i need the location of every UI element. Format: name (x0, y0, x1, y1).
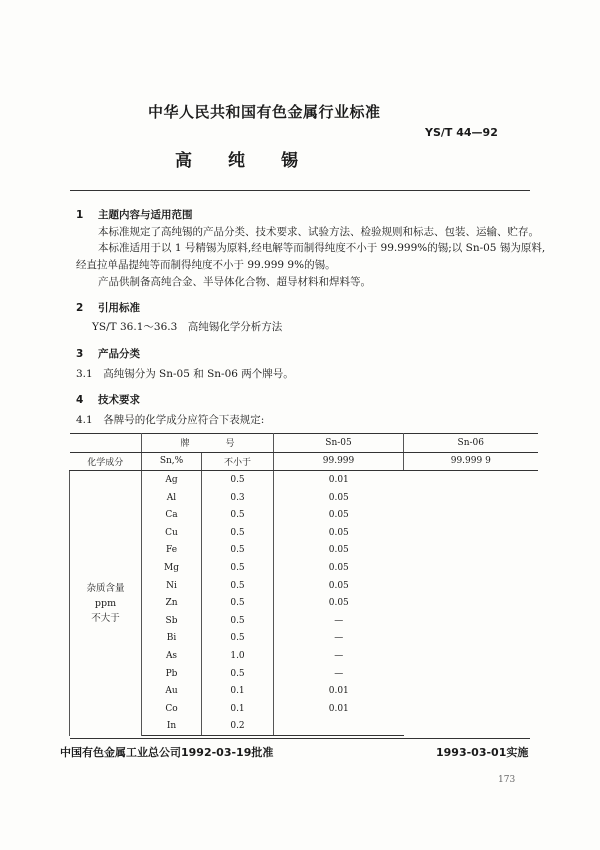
sn05-value: 0.5 (202, 542, 274, 560)
tin-purity-row (70, 452, 538, 471)
element-cell: In (142, 718, 202, 736)
sn05-value: 0.1 (202, 700, 274, 718)
standard-code: YS/T 44—92 (425, 126, 498, 139)
sn06-value: 0.05 (274, 542, 404, 560)
section-1-para-2a: 本标准适用于以 1 号精锡为原料,经电解等而制得纯度不小于 99.999%的锡;以 Sn-05 锡为原料, (98, 242, 546, 254)
sn06-value: 0.01 (274, 471, 404, 489)
sn06-value: 0.05 (274, 506, 404, 524)
section-4-1-text: 4.1 各牌号的化学成分应符合下表规定: (76, 414, 265, 426)
sn05-value: 1.0 (202, 647, 274, 665)
section-1-heading: 1 主题内容与适用范围 (76, 209, 193, 221)
title-rule (70, 190, 530, 191)
category-cell: 化学成分 (70, 452, 142, 471)
grade-sn05: Sn-05 (274, 434, 404, 453)
sn06-value: 0.05 (274, 577, 404, 595)
section-4-heading: 4 技术要求 (76, 394, 140, 406)
sn06-value: 0.05 (274, 524, 404, 542)
sn05-value: 0.5 (202, 577, 274, 595)
element-cell: Mg (142, 559, 202, 577)
tin-label: Sn,% (142, 452, 202, 471)
impurity-label-cell (70, 471, 142, 736)
impurity-label-line: ppm (94, 597, 117, 609)
element-cell: Fe (142, 542, 202, 560)
sn05-value: 0.5 (202, 559, 274, 577)
element-cell: Cu (142, 524, 202, 542)
impurity-label-line: 杂质含量 (86, 582, 125, 594)
sn06-value: 0.05 (274, 489, 404, 507)
element-cell: Zn (142, 594, 202, 612)
tin-sn05: 99.999 (274, 452, 404, 471)
effective-date: 1993-03-01实施 (436, 746, 529, 759)
grade-header: 牌 号 (142, 434, 274, 453)
element-cell: Al (142, 489, 202, 507)
element-cell: Bi (142, 630, 202, 648)
element-cell: Sb (142, 612, 202, 630)
sn06-value (274, 718, 404, 736)
element-cell: Co (142, 700, 202, 718)
reference-standard: YS/T 36.1～36.3 高纯锡化学分析方法 (92, 321, 283, 333)
sn06-value: 0.01 (274, 682, 404, 700)
sn05-value: 0.5 (202, 506, 274, 524)
table-row (70, 471, 538, 489)
footer-rule (70, 738, 530, 739)
chemical-composition-table (69, 433, 538, 736)
tin-condition: 不小于 (202, 452, 274, 471)
sn05-value: 0.5 (202, 612, 274, 630)
sn06-value: — (274, 665, 404, 683)
page-number: 173 (498, 775, 516, 785)
section-3-heading: 3 产品分类 (76, 348, 140, 360)
sn06-value: 0.01 (274, 700, 404, 718)
approval-note: 中国有色金属工业总公司1992-03-19批准 (60, 746, 274, 759)
impurity-label-line: 不大于 (91, 612, 120, 624)
sn06-value: 0.05 (274, 594, 404, 612)
element-cell: Pb (142, 665, 202, 683)
element-cell: Ag (142, 471, 202, 489)
element-cell: Au (142, 682, 202, 700)
section-2-heading: 2 引用标准 (76, 302, 140, 314)
sn06-value: — (274, 630, 404, 648)
section-1-para-1: 本标准规定了高纯锡的产品分类、技术要求、试验方法、检验规则和标志、包装、运输、贮存。 (98, 226, 539, 238)
sn06-value: — (274, 647, 404, 665)
section-1-para-3: 产品供制备高纯合金、半导体化合物、超导材料和焊料等。 (98, 276, 371, 288)
section-1-para-2b: 经直拉单晶提纯等而制得纯度不小于 99.999 9%的锡。 (76, 259, 336, 271)
sn05-value: 0.3 (202, 489, 274, 507)
sn05-value: 0.1 (202, 682, 274, 700)
sn06-value: 0.05 (274, 559, 404, 577)
table-header-row (70, 434, 538, 453)
element-cell: Ca (142, 506, 202, 524)
sn05-value: 0.5 (202, 665, 274, 683)
element-cell: Ni (142, 577, 202, 595)
sn05-value: 0.5 (202, 630, 274, 648)
sn06-value: — (274, 612, 404, 630)
section-3-1-text: 3.1 高纯锡分为 Sn-05 和 Sn-06 两个牌号。 (76, 368, 294, 380)
sn05-value: 0.2 (202, 718, 274, 736)
element-cell: As (142, 647, 202, 665)
tin-sn06: 99.999 9 (404, 452, 538, 471)
sn05-value: 0.5 (202, 471, 274, 489)
sn05-value: 0.5 (202, 524, 274, 542)
issuing-organization: 中华人民共和国有色金属行业标准 (148, 103, 381, 121)
sn05-value: 0.5 (202, 594, 274, 612)
document-title: 高纯锡 (175, 151, 334, 171)
grade-sn06: Sn-06 (404, 434, 538, 453)
